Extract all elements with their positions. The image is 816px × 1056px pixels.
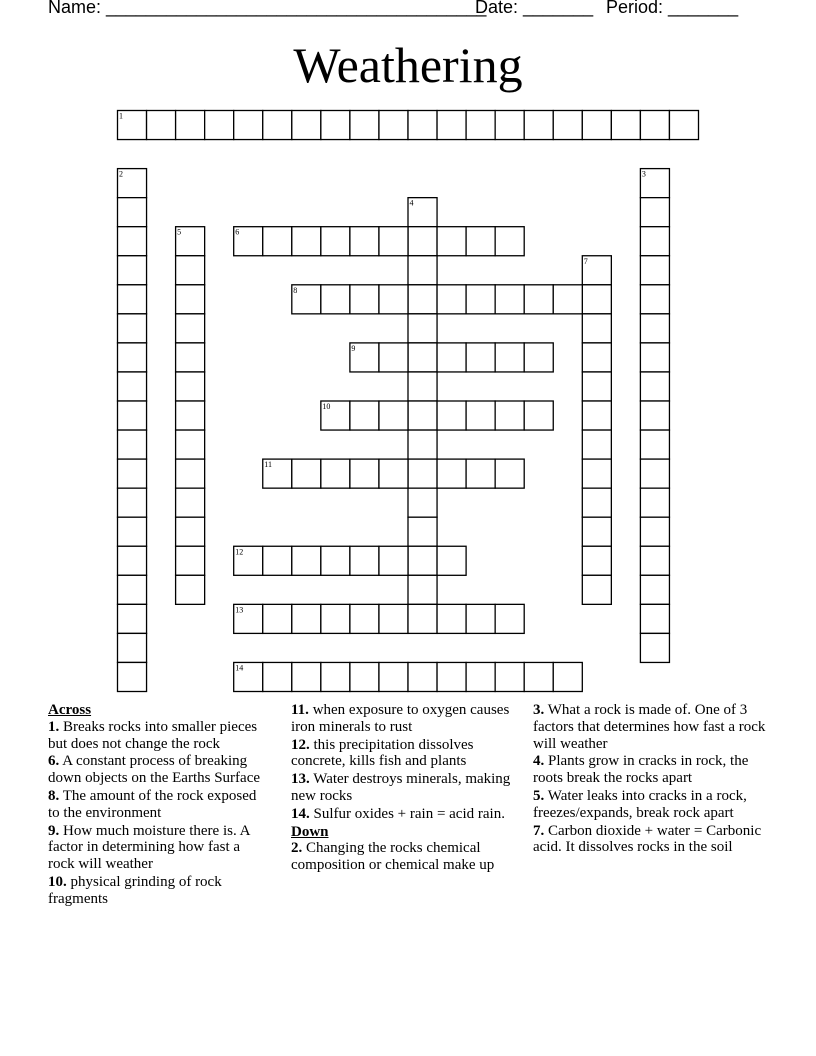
crossword-cell[interactable] <box>640 227 669 256</box>
crossword-cell[interactable] <box>495 285 524 314</box>
clue-10 <box>48 874 270 908</box>
crossword-cell[interactable] <box>118 285 147 314</box>
crossword-cell[interactable] <box>408 111 437 140</box>
crossword-cell[interactable] <box>408 343 437 372</box>
clue-text: Sulfur oxides + rain = acid rain. <box>313 805 505 822</box>
clue-text: physical grinding of rock fragments <box>48 873 222 907</box>
crossword-cell[interactable] <box>582 111 611 140</box>
down-heading: Down <box>291 823 329 840</box>
clue-6 <box>48 753 270 787</box>
clues-column-3 <box>533 702 768 857</box>
crossword-cell[interactable] <box>118 575 147 604</box>
crossword-cell[interactable] <box>118 633 147 662</box>
clue-text: A constant process of breaking down objects on the Earths Surface <box>48 753 261 787</box>
clue-text: How much moisture there is. A factor in determining how fast a rock will weather <box>48 822 250 873</box>
crossword-cell[interactable] <box>408 459 437 488</box>
crossword-cell[interactable] <box>640 314 669 343</box>
crossword-cell[interactable] <box>379 343 408 372</box>
crossword-cell[interactable] <box>437 546 466 575</box>
clue-number: 4. <box>533 753 545 770</box>
crossword-cell[interactable] <box>466 227 495 256</box>
across-heading: Across <box>48 702 92 718</box>
crossword-cell[interactable] <box>350 604 379 633</box>
crossword-cell[interactable] <box>234 111 263 140</box>
crossword-cell[interactable] <box>669 111 698 140</box>
cell-number: 10 <box>322 402 331 411</box>
crossword-cell[interactable] <box>582 401 611 430</box>
clue-3 <box>533 702 768 752</box>
crossword-cell[interactable] <box>466 604 495 633</box>
crossword-cell[interactable] <box>321 604 350 633</box>
cell-number: 9 <box>351 343 356 353</box>
crossword-cell[interactable] <box>640 285 669 314</box>
cell-number: 1 <box>119 111 123 121</box>
clue-text: this precipitation dissolves concrete, kills fish and plants <box>291 736 474 770</box>
cell-number: 2 <box>119 169 123 179</box>
crossword-cell[interactable] <box>437 343 466 372</box>
crossword-cell[interactable] <box>495 662 524 691</box>
crossword-cell[interactable] <box>437 227 466 256</box>
crossword-cell[interactable] <box>379 111 408 140</box>
crossword-cell[interactable] <box>495 604 524 633</box>
crossword-cell[interactable] <box>379 546 408 575</box>
clues-column-2 <box>291 702 513 875</box>
clue-text: Water leaks into cracks in a rock, freezes/expands, break rock apart <box>533 787 747 821</box>
clue-text: Water destroys minerals, making new rocks <box>291 771 511 804</box>
crossword-cell[interactable] <box>437 111 466 140</box>
crossword-cell[interactable] <box>408 604 437 633</box>
crossword-cell[interactable] <box>118 604 147 633</box>
crossword-cell[interactable] <box>640 343 669 372</box>
crossword-cell[interactable] <box>437 604 466 633</box>
crossword-cell[interactable] <box>437 459 466 488</box>
crossword-cell[interactable] <box>437 662 466 691</box>
crossword-cell[interactable] <box>176 517 205 546</box>
clue-4 <box>533 753 768 787</box>
crossword-cell[interactable] <box>466 459 495 488</box>
cell-number: 11 <box>264 460 272 470</box>
crossword-cell[interactable] <box>408 430 437 459</box>
crossword-cell[interactable] <box>466 662 495 691</box>
crossword-cell[interactable] <box>118 343 147 372</box>
crossword-cell[interactable] <box>176 343 205 372</box>
crossword-cell[interactable] <box>292 227 321 256</box>
crossword-cell[interactable] <box>205 111 234 140</box>
clue-7 <box>533 823 768 857</box>
crossword-cell[interactable] <box>350 459 379 488</box>
crossword-cell[interactable] <box>495 343 524 372</box>
clue-text: Plants grow in cracks in rock, the roots break the rocks apart <box>533 753 749 787</box>
cell-number: 14 <box>235 663 244 673</box>
clue-text: The amount of the rock exposed to the environment <box>48 787 257 821</box>
crossword-cell[interactable] <box>118 662 147 691</box>
crossword-cell[interactable] <box>524 285 553 314</box>
crossword-cell[interactable] <box>640 372 669 401</box>
clue-number: 3. <box>533 702 545 718</box>
crossword-cell[interactable] <box>263 111 292 140</box>
crossword-cell[interactable] <box>350 546 379 575</box>
cell-number: 7 <box>583 256 588 266</box>
crossword-cell[interactable] <box>321 227 350 256</box>
crossword-cell[interactable] <box>176 285 205 314</box>
crossword-cell[interactable] <box>408 546 437 575</box>
crossword-cell[interactable] <box>321 285 350 314</box>
clue-11 <box>291 702 513 736</box>
crossword-cell[interactable] <box>176 488 205 517</box>
crossword-cell[interactable] <box>582 488 611 517</box>
crossword-cell[interactable] <box>176 459 205 488</box>
clue-text: Changing the rocks chemical composition or chemical make up <box>291 840 495 874</box>
crossword-cell[interactable] <box>553 111 582 140</box>
crossword-cell[interactable] <box>292 111 321 140</box>
crossword-cell[interactable] <box>582 430 611 459</box>
cell-number: 3 <box>641 169 646 179</box>
crossword-cell[interactable] <box>408 488 437 517</box>
crossword-cell[interactable] <box>118 459 147 488</box>
crossword-cell[interactable] <box>466 401 495 430</box>
crossword-cell[interactable] <box>466 111 495 140</box>
crossword-cell[interactable] <box>495 401 524 430</box>
crossword-cell[interactable] <box>466 343 495 372</box>
crossword-cell[interactable] <box>640 111 669 140</box>
period-field[interactable]: Period: _______ <box>606 0 739 17</box>
clue-number: 8. <box>48 787 60 804</box>
crossword-cell[interactable] <box>263 227 292 256</box>
clues-column-1 <box>48 702 270 909</box>
clue-number: 13. <box>291 771 310 788</box>
crossword-cell[interactable] <box>118 488 147 517</box>
crossword-cell[interactable] <box>524 401 553 430</box>
crossword-cell[interactable] <box>321 459 350 488</box>
crossword-cell[interactable] <box>263 604 292 633</box>
crossword-cell[interactable] <box>640 198 669 227</box>
crossword-cell[interactable] <box>379 401 408 430</box>
crossword-cell[interactable] <box>176 372 205 401</box>
crossword-cell[interactable] <box>408 256 437 285</box>
clue-number: 1. <box>48 718 60 735</box>
clue-text: Breaks rocks into smaller pieces but does not change the rock <box>48 718 258 752</box>
crossword-cell[interactable] <box>321 546 350 575</box>
crossword-cell[interactable] <box>118 227 147 256</box>
cell-number: 4 <box>409 198 414 208</box>
clue-number: 11. <box>291 702 309 718</box>
crossword-cell[interactable] <box>582 372 611 401</box>
crossword-cell[interactable] <box>176 430 205 459</box>
clue-number: 10. <box>48 873 67 890</box>
clue-12 <box>291 737 513 771</box>
clue-number: 14. <box>291 805 310 822</box>
clue-2 <box>291 840 513 874</box>
cell-number: 8 <box>293 285 298 295</box>
crossword-cell[interactable] <box>176 401 205 430</box>
crossword-cell[interactable] <box>263 662 292 691</box>
name-field[interactable]: Name: ______________________________________ <box>48 0 487 17</box>
crossword-cell[interactable] <box>640 430 669 459</box>
crossword-cell[interactable] <box>582 343 611 372</box>
clue-number: 5. <box>533 787 545 804</box>
crossword-cell[interactable] <box>582 546 611 575</box>
crossword-cell[interactable] <box>379 604 408 633</box>
clue-number: 9. <box>48 822 60 839</box>
crossword-cell[interactable] <box>495 111 524 140</box>
crossword-cell[interactable] <box>176 256 205 285</box>
crossword-cell[interactable] <box>495 227 524 256</box>
crossword-cell[interactable] <box>524 343 553 372</box>
crossword-cell[interactable] <box>350 285 379 314</box>
crossword-cell[interactable] <box>292 662 321 691</box>
clue-number: 6. <box>48 753 60 770</box>
crossword-cell[interactable] <box>524 662 553 691</box>
crossword-cell[interactable] <box>379 459 408 488</box>
crossword-cell[interactable] <box>350 111 379 140</box>
clue-14 <box>291 806 513 823</box>
crossword-cell[interactable] <box>147 111 176 140</box>
crossword-cell[interactable] <box>640 256 669 285</box>
cell-number: 13 <box>235 605 244 615</box>
crossword-cell[interactable] <box>408 401 437 430</box>
crossword-cell[interactable] <box>611 111 640 140</box>
crossword-cell[interactable] <box>524 111 553 140</box>
crossword-cell[interactable] <box>408 575 437 604</box>
crossword-cell[interactable] <box>437 401 466 430</box>
crossword-cell[interactable] <box>582 517 611 546</box>
crossword-cell[interactable] <box>118 546 147 575</box>
crossword-cell[interactable] <box>582 575 611 604</box>
crossword-cell[interactable] <box>350 662 379 691</box>
clue-number: 7. <box>533 822 545 839</box>
crossword-cell[interactable] <box>640 401 669 430</box>
cell-number: 6 <box>235 227 240 237</box>
crossword-cell[interactable] <box>408 314 437 343</box>
crossword-cell[interactable] <box>176 575 205 604</box>
crossword-cell[interactable] <box>118 198 147 227</box>
crossword-cell[interactable] <box>292 604 321 633</box>
crossword-cell[interactable] <box>640 633 669 662</box>
crossword-cell[interactable] <box>582 285 611 314</box>
crossword-cell[interactable] <box>640 517 669 546</box>
crossword-cell[interactable] <box>640 488 669 517</box>
crossword-cell[interactable] <box>466 285 495 314</box>
crossword-cell[interactable] <box>118 372 147 401</box>
crossword-cell[interactable] <box>640 546 669 575</box>
crossword-cell[interactable] <box>553 285 582 314</box>
clue-number: 2. <box>291 840 303 857</box>
crossword-cell[interactable] <box>292 459 321 488</box>
crossword-cell[interactable] <box>553 662 582 691</box>
page-title: Weathering <box>293 37 523 93</box>
crossword-cell[interactable] <box>350 401 379 430</box>
crossword-cell[interactable] <box>408 285 437 314</box>
crossword-cell[interactable] <box>379 285 408 314</box>
crossword-cell[interactable] <box>118 314 147 343</box>
cell-number: 5 <box>177 227 182 237</box>
crossword-cell[interactable] <box>292 546 321 575</box>
date-field[interactable]: Date: _______ <box>475 0 594 17</box>
crossword-cell[interactable] <box>408 227 437 256</box>
crossword-cell[interactable] <box>437 285 466 314</box>
clue-1 <box>48 719 270 753</box>
clue-13 <box>291 771 513 805</box>
clue-8 <box>48 788 270 822</box>
crossword-cell[interactable] <box>118 517 147 546</box>
crossword-cell[interactable] <box>582 314 611 343</box>
crossword-cell[interactable] <box>350 227 379 256</box>
crossword-cell[interactable] <box>118 256 147 285</box>
crossword-cell[interactable] <box>379 227 408 256</box>
clue-9 <box>48 823 270 873</box>
crossword-cell[interactable] <box>408 517 437 546</box>
crossword-cell[interactable] <box>640 459 669 488</box>
crossword-cell[interactable] <box>582 459 611 488</box>
crossword-cell[interactable] <box>408 372 437 401</box>
crossword-cell[interactable] <box>176 111 205 140</box>
clue-text: Carbon dioxide + water = Carbonic acid. It dissolves rocks in the soil <box>533 822 762 856</box>
crossword-cell[interactable] <box>263 546 292 575</box>
clue-text: when exposure to oxygen causes iron minerals to rust <box>291 702 510 735</box>
cell-number: 12 <box>235 547 244 557</box>
crossword-cell[interactable] <box>176 314 205 343</box>
crossword-cell[interactable] <box>640 604 669 633</box>
crossword-cell[interactable] <box>176 546 205 575</box>
clue-text: What a rock is made of. One of 3 factors that determines how fast a rock will weather <box>533 702 766 752</box>
crossword-cell[interactable] <box>640 575 669 604</box>
crossword-cell[interactable] <box>321 662 350 691</box>
crossword-cell[interactable] <box>495 459 524 488</box>
crossword-cell[interactable] <box>408 662 437 691</box>
crossword-cell[interactable] <box>118 430 147 459</box>
crossword-cell[interactable] <box>118 401 147 430</box>
crossword-cell[interactable] <box>321 111 350 140</box>
clue-5 <box>533 788 768 822</box>
crossword-cell[interactable] <box>379 662 408 691</box>
clue-number: 12. <box>291 736 310 753</box>
